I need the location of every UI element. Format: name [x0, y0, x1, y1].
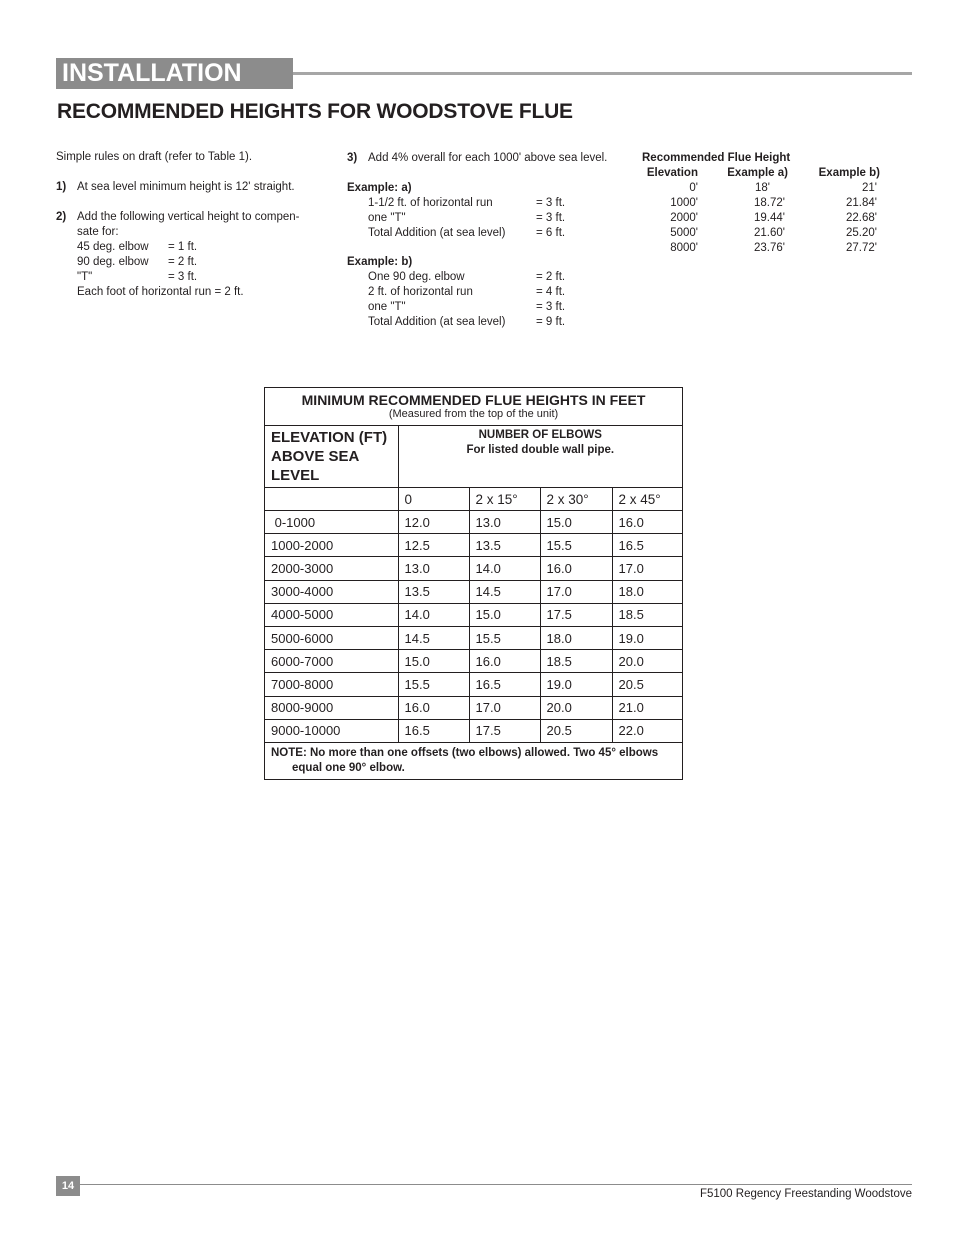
table-row: 2000-3000 13.0 14.0 16.0 17.0 [265, 557, 682, 580]
recommended-flue-height [640, 151, 910, 256]
column-header: 2 x 45° [612, 488, 682, 511]
flue-heights-table [264, 387, 683, 780]
section-title: INSTALLATION [56, 58, 293, 89]
table-row: 5000-6000 14.5 15.5 18.0 19.0 [265, 626, 682, 649]
table-row: 1000-2000 12.5 13.5 15.5 16.5 [265, 534, 682, 557]
column-header: Elevation [646, 167, 698, 179]
table-header-row [640, 166, 880, 181]
list-item: 45 deg. elbow = 1 ft. [77, 241, 198, 253]
elbows-header: NUMBER OF ELBOWS For listed double wall pipe. [398, 426, 682, 488]
rule-2-items [56, 240, 321, 285]
rule-2-text: Add the following vertical height to compen- [77, 211, 300, 223]
example-a-title: Example: a) [347, 182, 412, 194]
table-title-sub: (Measured from the top of the unit) [388, 408, 559, 420]
rule-3 [347, 151, 637, 166]
table-title-main: MINIMUM RECOMMENDED FLUE HEIGHTS IN FEET [301, 392, 646, 408]
rule-1 [56, 180, 321, 195]
table-row: 6000-7000 15.0 16.0 18.5 20.0 [265, 650, 682, 673]
rules-intro: Simple rules on draft (refer to Table 1). [56, 151, 253, 163]
table-row: 7000-8000 15.5 16.5 19.0 20.5 [265, 673, 682, 696]
list-item: One 90 deg. elbow = 2 ft. [368, 271, 566, 283]
table-title [265, 388, 682, 426]
list-item: 1-1/2 ft. of horizontal run = 3 ft. [368, 197, 566, 209]
rule-3-number: 3) [347, 152, 358, 164]
table-row: 0-1000 12.0 13.0 15.0 16.0 [265, 511, 682, 534]
list-item: 2 ft. of horizontal run = 4 ft. [368, 286, 566, 298]
footer-rule [80, 1184, 912, 1185]
column-header-empty [265, 488, 398, 511]
table-row: 8000-9000 16.0 17.0 20.0 21.0 [265, 696, 682, 719]
footer-product-name: F5100 Regency Freestanding Woodstove [699, 1188, 912, 1200]
column-header: 0 [398, 488, 469, 511]
page-title: RECOMMENDED HEIGHTS FOR WOODSTOVE FLUE [57, 100, 573, 123]
table-row: 3000-4000 13.5 14.5 17.0 18.0 [265, 580, 682, 603]
rule-3-text: Add 4% overall for each 1000' above sea level. [368, 152, 608, 164]
table-row: 9000-10000 16.5 17.5 20.5 22.0 [265, 719, 682, 742]
list-item: "T" = 3 ft. [77, 271, 198, 283]
table-row: 8000' 23.76' 27.72' [670, 242, 877, 254]
elevation-header: ELEVATION (FT) ABOVE SEA LEVEL [265, 426, 398, 488]
rule-2-text-cont: sate for: [77, 226, 119, 238]
list-item: one "T" = 3 ft. [368, 212, 566, 224]
list-item: one "T" = 3 ft. [368, 301, 566, 313]
rule-1-number: 1) [56, 181, 67, 193]
rule-2-number: 2) [56, 211, 67, 223]
page-number: 14 [56, 1176, 80, 1196]
table-row: 4000-5000 14.0 15.0 17.5 18.5 [265, 603, 682, 626]
examples [347, 151, 637, 330]
table-row: 5000' 21.60' 25.20' [670, 227, 877, 239]
example-b-title: Example: b) [347, 256, 413, 268]
horizontal-rule-text: Each foot of horizontal run = 2 ft. [77, 286, 244, 298]
table-row: 2000' 19.44' 22.68' [670, 212, 877, 224]
column-header: 2 x 15° [469, 488, 540, 511]
column-header: Example b) [818, 167, 880, 179]
list-item: Total Addition (at sea level) = 9 ft. [368, 316, 566, 328]
table-header-row [265, 488, 682, 511]
table-row: 0' 18' 21' [689, 182, 877, 194]
column-header: Example a) [727, 167, 788, 179]
rule-2 [56, 210, 321, 225]
recommended-table [640, 166, 880, 256]
section-rule [293, 72, 912, 75]
list-item: 90 deg. elbow = 2 ft. [77, 256, 198, 268]
draft-rules [56, 150, 321, 300]
recommended-title: Recommended Flue Height [642, 152, 791, 164]
table-row: 1000' 18.72' 21.84' [670, 197, 877, 209]
list-item: Total Addition (at sea level) = 6 ft. [368, 227, 566, 239]
column-header: 2 x 30° [540, 488, 612, 511]
table-note: NOTE: No more than one offsets (two elbows) allowed. Two 45° elbows equal one 90° elbow. [265, 742, 682, 779]
rule-1-text: At sea level minimum height is 12' straight. [77, 181, 295, 193]
